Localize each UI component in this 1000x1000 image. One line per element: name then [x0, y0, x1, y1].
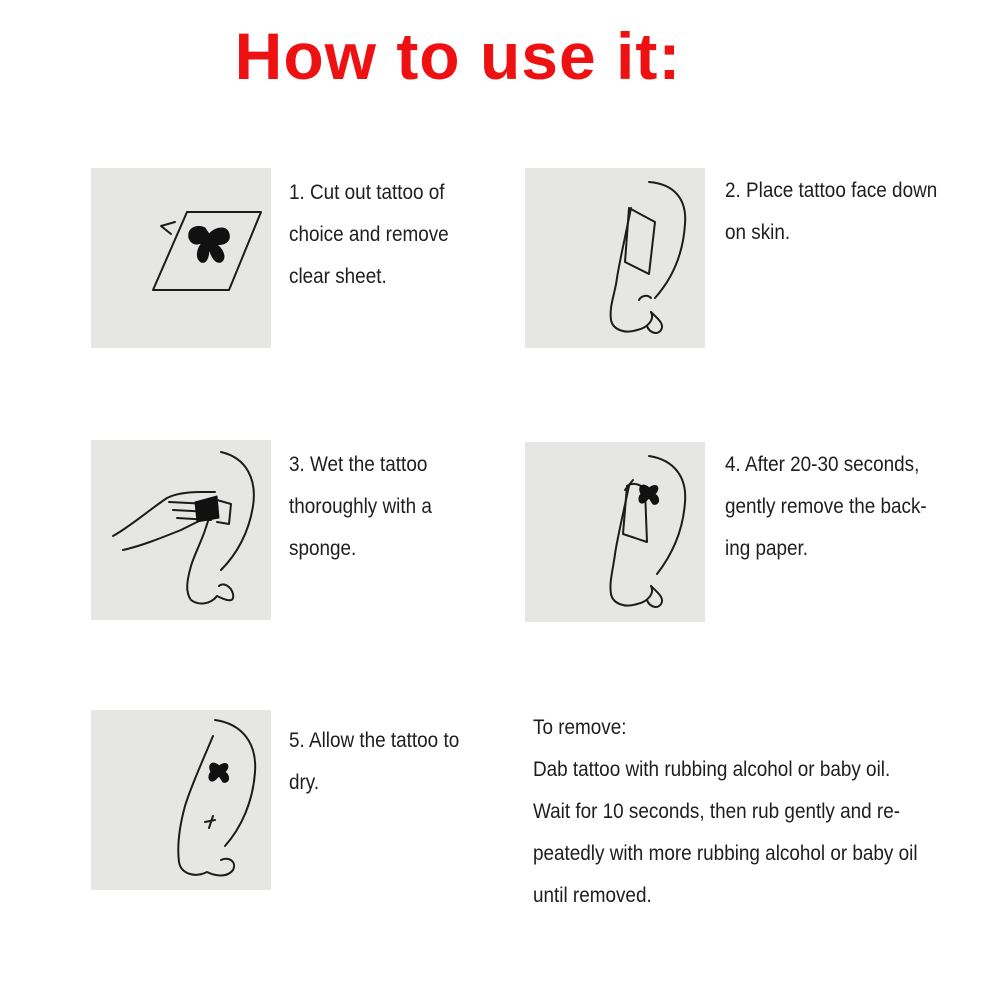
arm-peeling-paper-icon	[525, 442, 705, 622]
removal-line-2: Wait for 10 seconds, then rub gently and re-	[533, 800, 901, 823]
step-5-illustration	[91, 710, 271, 890]
step-2-illustration	[525, 168, 705, 348]
removal-line-1: Dab tattoo with rubbing alcohol or baby oil.	[533, 758, 891, 781]
page-title: How to use it:	[234, 19, 682, 93]
step-1-line-3: clear sheet.	[289, 265, 387, 288]
hand-sponge-arm-icon	[91, 440, 271, 620]
step-5-caption	[289, 720, 459, 804]
removal-heading: To remove:	[533, 716, 627, 739]
step-4-line-3: ing paper.	[725, 537, 809, 560]
step-3-line-3: sponge.	[289, 537, 357, 560]
arm-with-tattoo-sheet-icon	[525, 168, 705, 348]
step-4-illustration	[525, 442, 705, 622]
step-2-caption	[725, 170, 937, 254]
removal-instructions	[533, 707, 918, 917]
step-4-line-2: gently remove the back-	[725, 495, 927, 518]
step-1-caption	[289, 172, 449, 298]
butterfly-sheet-icon	[91, 168, 271, 348]
step-2-line-1: 2. Place tattoo face down	[725, 179, 938, 202]
step-1-line-1: 1. Cut out tattoo of	[289, 181, 445, 204]
removal-line-4: until removed.	[533, 884, 652, 907]
step-3-line-1: 3. Wet the tattoo	[289, 453, 428, 476]
removal-line-3: peatedly with more rubbing alcohol or baby oil	[533, 842, 918, 865]
step-3-caption	[289, 444, 432, 570]
step-1-illustration	[91, 168, 271, 348]
step-4-caption	[725, 444, 927, 570]
step-3-illustration	[91, 440, 271, 620]
step-5-line-2: dry.	[289, 771, 320, 794]
step-1-line-2: choice and remove	[289, 223, 449, 246]
step-2-line-2: on skin.	[725, 221, 791, 244]
step-3-line-2: thoroughly with a	[289, 495, 432, 518]
arm-with-butterfly-tattoo-icon	[91, 710, 271, 890]
step-5-line-1: 5. Allow the tattoo to	[289, 729, 460, 752]
step-4-line-1: 4. After 20-30 seconds,	[725, 453, 920, 476]
